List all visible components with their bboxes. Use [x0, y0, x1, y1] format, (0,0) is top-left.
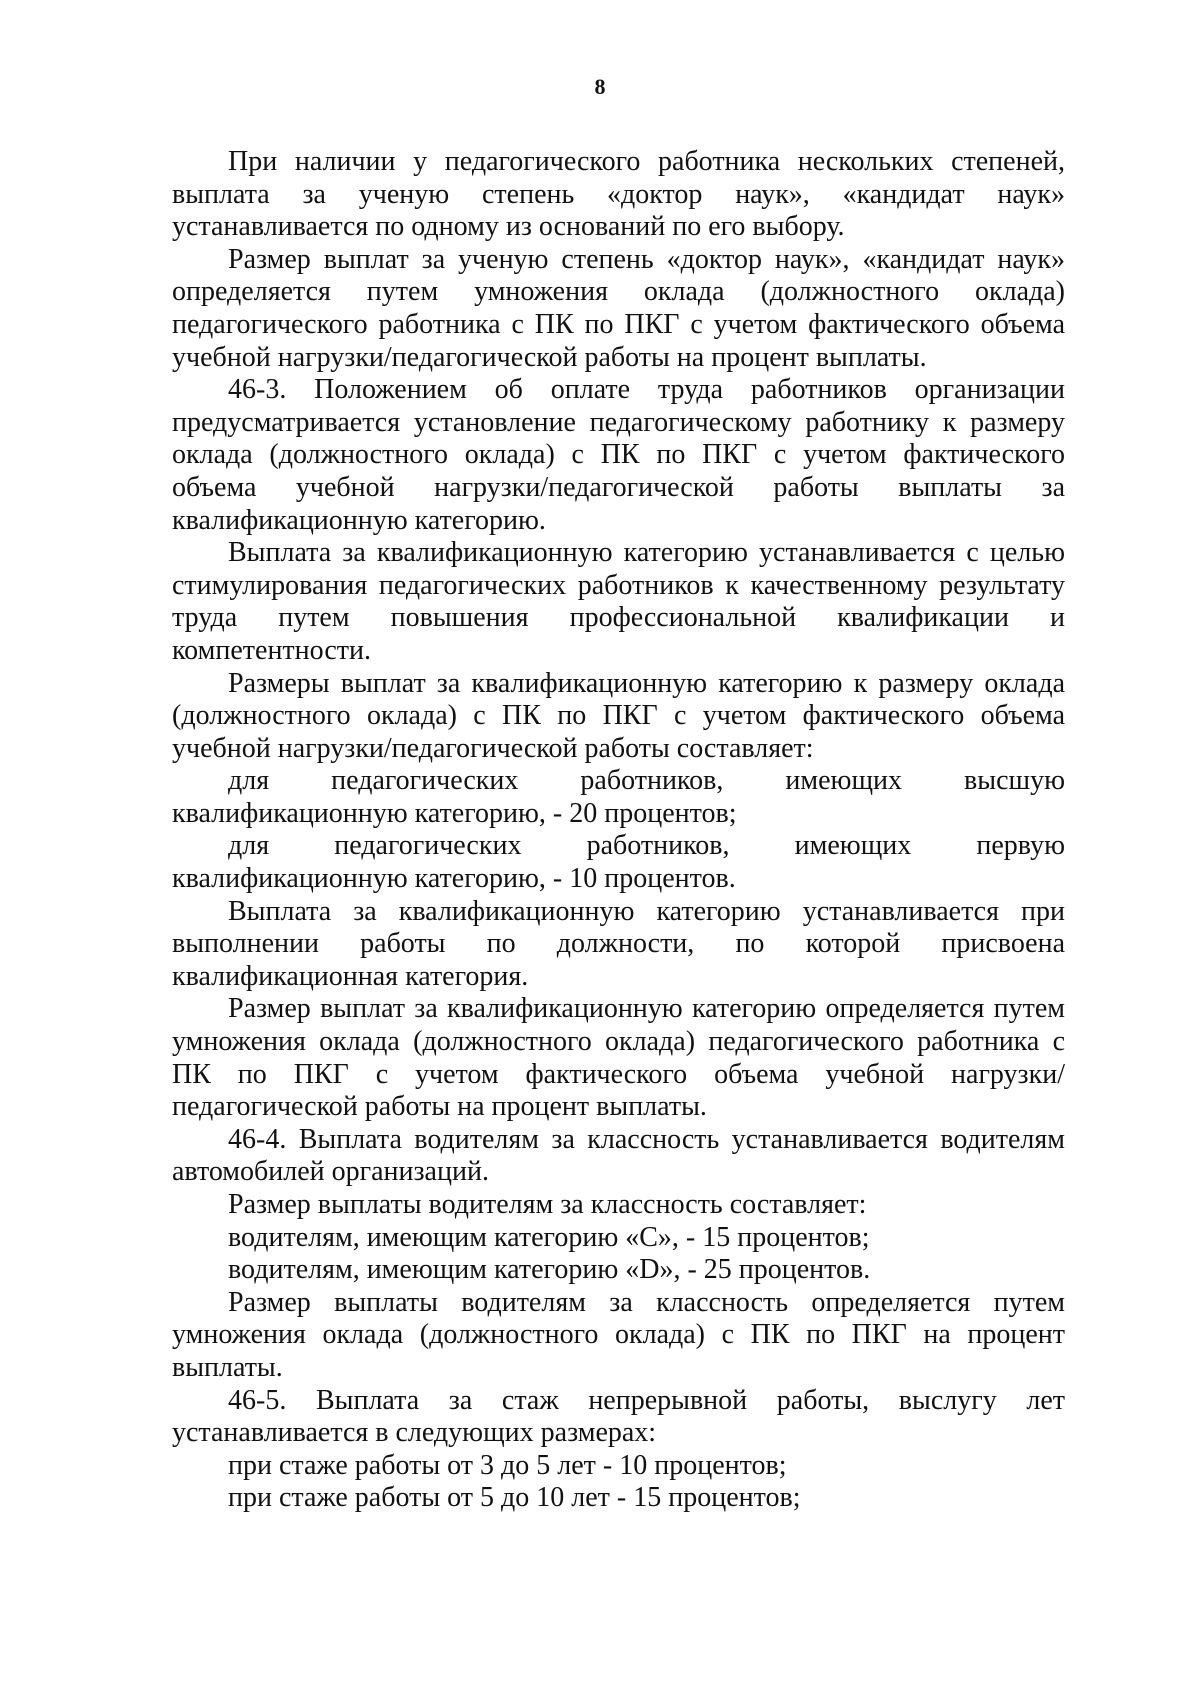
paragraph-experience-3-5: при стаже работы от 3 до 5 лет - 10 процентов; — [228, 1449, 787, 1481]
page-number: 8 — [594, 74, 606, 99]
paragraph-drivers-category-d: водителям, имеющим категорию «D», - 25 процентов. — [228, 1254, 871, 1286]
paragraph-drivers-size: Размер выплаты водителям за классность составляет: — [228, 1189, 867, 1220]
paragraph-46-4: 46-4. Выплата водителям за классность устанавливается водителям автомобилей организаций. — [172, 1123, 1065, 1188]
paragraph-46-5: 46-5. Выплата за стаж непрерывной работы, выслугу лет устанавливается в следующих размерах: — [172, 1384, 1065, 1449]
paragraph-category-sizes: Размеры выплат за квалификационную категорию к размеру оклада (должностного оклада) с ПК по ПКГ с учетом фактического объема учебной нагрузки/педагогической работы составляет: — [172, 667, 1065, 764]
paragraph-multiple-degrees: При наличии у педагогического работника нескольких степеней, выплата за ученую степень «доктор наук», «кандидат наук» устанавливается по одному из оснований по его выбору. — [172, 146, 1065, 243]
paragraph-first-category: для педагогических работников, имеющих первую квалификационную категорию, - 10 процентов. — [172, 830, 1065, 895]
paragraph-category-purpose: Выплата за квалификационную категорию устанавливается с целью стимулирования педагогических работников к качественному результату труда путем повышения профессиональной квалификации и компетентности. — [172, 537, 1065, 666]
document-body — [172, 146, 1065, 1515]
paragraph-drivers-category-c: водителям, имеющим категорию «С», - 15 процентов; — [228, 1221, 870, 1253]
paragraph-experience-5-10: при стаже работы от 5 до 10 лет - 15 процентов; — [228, 1482, 801, 1514]
paragraph-46-3: 46-3. Положением об оплате труда работников организации предусматривается установление педагогическому работнику к размеру оклада (должностного оклада) с ПК по ПКГ с учетом фактического объема учебной нагрузки/педагогической работы выплаты за квалификационную категорию. — [172, 374, 1065, 536]
paragraph-drivers-calculation: Размер выплаты водителям за классность определяется путем умножения оклада (должностного оклада) с ПК по ПКГ на процент выплаты. — [172, 1286, 1065, 1383]
paragraph-category-calculation: Размер выплат за квалификационную категорию определяется путем умножения оклада (должностного оклада) педагогического работника с ПК по ПКГ с учетом фактического объема учебной нагрузки/педагогической работы на процент выплаты. — [172, 993, 1065, 1123]
paragraph-degree-payment-size: Размер выплат за ученую степень «доктор наук», «кандидат наук» определяется путем умножения оклада (должностного оклада) педагогического работника с ПК по ПКГ с учетом фактического объема учебной нагрузки/педагогической работы на процент выплаты. — [172, 243, 1065, 373]
paragraph-highest-category: для педагогических работников, имеющих высшую квалификационную категорию, - 20 процентов; — [172, 765, 1065, 829]
paragraph-category-condition: Выплата за квалификационную категорию устанавливается при выполнении работы по должности, по которой присвоена квалификационная категория. — [172, 895, 1065, 992]
